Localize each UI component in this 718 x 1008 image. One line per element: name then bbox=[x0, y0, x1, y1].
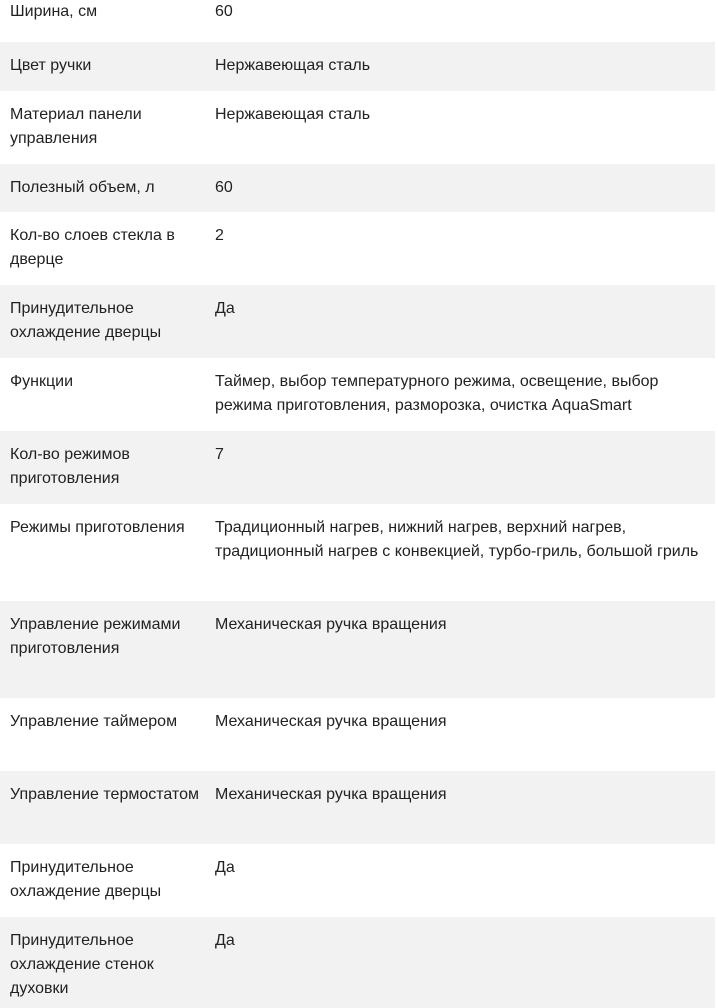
spec-row-door-cooling bbox=[0, 285, 715, 358]
spec-row-timer-control bbox=[0, 698, 715, 771]
spec-value: 60 bbox=[215, 3, 233, 20]
spec-name: Управление термостатом bbox=[10, 786, 199, 803]
spec-row-width bbox=[0, 0, 715, 42]
spec-name: Кол-во слоев стекла в дверце bbox=[10, 227, 175, 268]
spec-row-volume bbox=[0, 164, 715, 212]
spec-value: Механическая ручка вращения bbox=[215, 713, 447, 730]
spec-row-modes-count bbox=[0, 431, 715, 504]
spec-value: 60 bbox=[215, 179, 233, 196]
spec-name: Принудительное охлаждение стенок духовки bbox=[10, 932, 154, 997]
spec-name: Режимы приготовления bbox=[10, 519, 185, 536]
spec-value: 2 bbox=[215, 227, 224, 244]
spec-name: Управление таймером bbox=[10, 713, 178, 730]
spec-value: Да bbox=[215, 859, 235, 876]
spec-row-glass-layers bbox=[0, 212, 715, 285]
spec-row-mode-control bbox=[0, 601, 715, 698]
spec-value: 7 bbox=[215, 446, 224, 463]
spec-value: Таймер, выбор температурного режима, освещение, выбор режима приготовления, разморозка, очистка AquaSmart bbox=[215, 373, 659, 414]
spec-row-cooking-modes bbox=[0, 504, 715, 601]
spec-value: Нержавеющая сталь bbox=[215, 106, 371, 123]
spec-name: Полезный объем, л bbox=[10, 179, 155, 196]
spec-value: Механическая ручка вращения bbox=[215, 786, 447, 803]
spec-name: Цвет ручки bbox=[10, 57, 92, 74]
spec-value: Да bbox=[215, 300, 235, 317]
spec-row-wall-cooling bbox=[0, 917, 715, 1008]
spec-name: Управление режимами приготовления bbox=[10, 616, 181, 657]
spec-name: Ширина, см bbox=[10, 3, 98, 20]
spec-name: Принудительное охлаждение дверцы bbox=[10, 300, 162, 341]
spec-value: Да bbox=[215, 932, 235, 949]
spec-value: Механическая ручка вращения bbox=[215, 616, 447, 633]
spec-row-panel-material bbox=[0, 91, 715, 164]
spec-name: Функции bbox=[10, 373, 74, 390]
spec-row-door-cooling-2 bbox=[0, 844, 715, 917]
spec-row-thermostat-control bbox=[0, 771, 715, 844]
spec-name: Принудительное охлаждение дверцы bbox=[10, 859, 162, 900]
spec-value: Нержавеющая сталь bbox=[215, 57, 371, 74]
spec-row-handle-color bbox=[0, 42, 715, 91]
spec-value: Традиционный нагрев, нижний нагрев, верхний нагрев, традиционный нагрев с конвекцией, турбо-гриль, большой гриль bbox=[215, 519, 699, 560]
spec-row-functions bbox=[0, 358, 715, 431]
spec-name: Материал панели управления bbox=[10, 106, 142, 147]
spec-name: Кол-во режимов приготовления bbox=[10, 446, 130, 487]
